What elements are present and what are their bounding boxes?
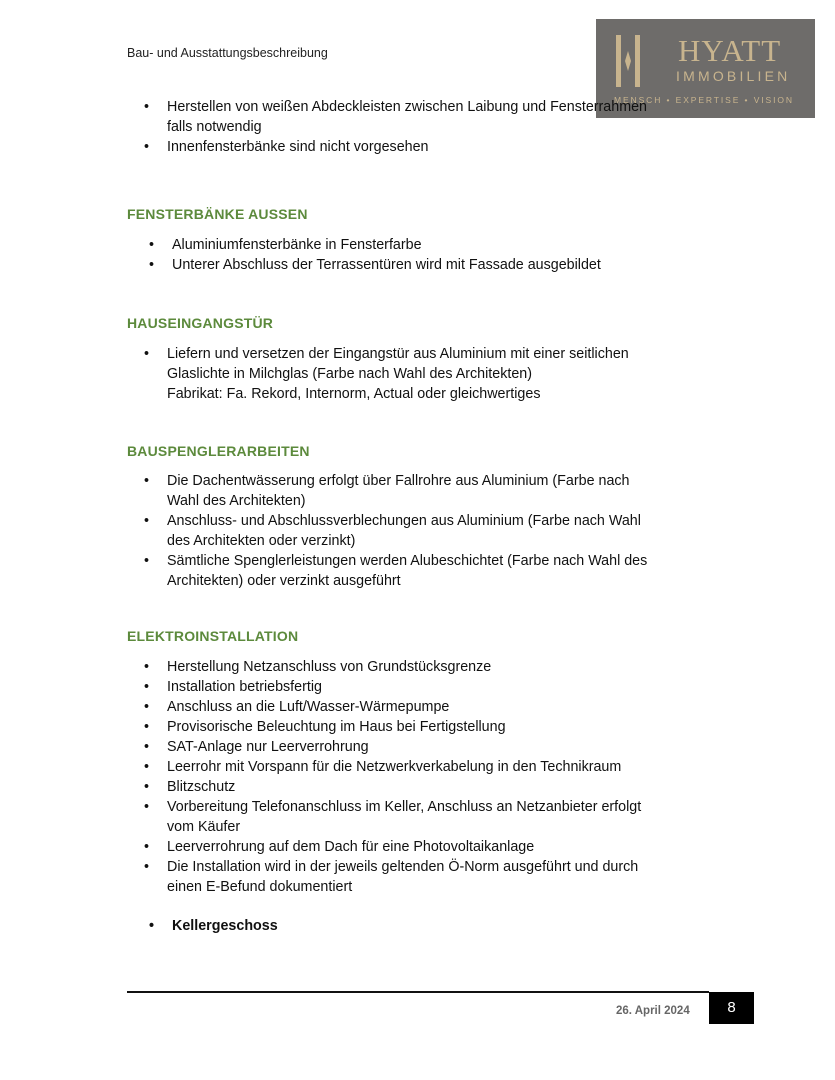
list-item: • Anschluss an die Luft/Wasser-Wärmepumpe [144, 699, 450, 715]
logo-tagline: MENSCH • EXPERTISE • VISION [614, 95, 794, 105]
bullet: • [144, 513, 150, 529]
list-item: • Herstellen von weißen Abdeckleisten zwischen Laibung und Fensterrahmen falls notwendig [144, 99, 648, 135]
bullet: • [144, 679, 150, 695]
bullet: • [144, 799, 150, 815]
bullet: • [144, 659, 150, 675]
bullet: • [144, 739, 150, 755]
list-item: • Sämtliche Spenglerleistungen werden Alubeschichtet (Farbe nach Wahl des Architekten) oder verzinkt ausgeführt [144, 553, 648, 589]
list-item: • Installation betriebsfertig [144, 679, 322, 695]
kellergeschoss-list [127, 916, 707, 936]
bullet: • [149, 237, 155, 253]
hauseingang-list [127, 344, 707, 404]
section-heading-fensterbaenke: FENSTERBÄNKE AUSSEN [127, 206, 308, 222]
list-item: • Aluminiumfensterbänke in Fensterfarbe [149, 237, 422, 253]
page-number: 8 [709, 992, 754, 1024]
bullet: • [144, 719, 150, 735]
list-item: • Herstellung Netzanschluss von Grundstücksgrenze [144, 659, 492, 675]
logo-brand: HYATT [678, 33, 782, 68]
spengler-list [127, 471, 707, 591]
bullet: • [144, 779, 150, 795]
fensterbaenke-list [127, 235, 707, 275]
list-item: • Leerverrohrung auf dem Dach für eine Photovoltaikanlage [144, 839, 535, 855]
bullet: • [149, 257, 155, 273]
bullet: • [144, 139, 150, 155]
footer-divider [127, 991, 709, 993]
logo-h-icon [614, 33, 642, 89]
list-item: • Die Installation wird in der jeweils geltenden Ö-Norm ausgeführt und durch einen E-Befund dokumentiert [144, 859, 639, 895]
list-item: • SAT-Anlage nur Leerverrohrung [144, 739, 369, 755]
list-item: • Provisorische Beleuchtung im Haus bei Fertigstellung [144, 719, 506, 735]
bullet: • [144, 859, 150, 875]
section-heading-hauseingang: HAUSEINGANGSTÜR [127, 315, 274, 331]
bullet: • [144, 99, 150, 115]
intro-list [127, 97, 707, 157]
footer-date: 26. April 2024 [616, 1005, 690, 1017]
bullet: • [144, 346, 150, 362]
list-item: • Blitzschutz [144, 779, 236, 795]
bullet: • [149, 918, 155, 934]
bullet: • [144, 473, 150, 489]
section-heading-spengler: BAUSPENGLERARBEITEN [127, 443, 310, 459]
section-heading-elektro: ELEKTROINSTALLATION [127, 628, 299, 644]
logo-subtitle: IMMOBILIEN [676, 68, 791, 84]
bullet: • [144, 839, 150, 855]
bullet: • [144, 553, 150, 569]
list-item: • Innenfensterbänke sind nicht vorgesehen [144, 139, 429, 155]
list-item: • Die Dachentwässerung erfolgt über Fallrohre aus Aluminium (Farbe nach Wahl des Architekten) [144, 473, 630, 509]
list-item: • Unterer Abschluss der Terrassentüren wird mit Fassade ausgebildet [149, 257, 601, 273]
elektro-list [127, 657, 707, 897]
bullet: • [144, 699, 150, 715]
document-title: Bau- und Ausstattungsbeschreibung [127, 46, 328, 60]
list-item-kellergeschoss: • Kellergeschoss [149, 918, 278, 934]
list-item: • Anschluss- und Abschlussverblechungen aus Aluminium (Farbe nach Wahl des Architekten oder verzinkt) [144, 513, 641, 549]
list-item: • Liefern und versetzen der Eingangstür aus Aluminium mit einer seitlichen Glaslichte in Milchglas (Farbe nach Wahl des Architekten) Fabrikat: Fa. Rekord, Internorm, Actual oder gleichwertiges [144, 346, 629, 402]
bullet: • [144, 759, 150, 775]
list-item: • Leerrohr mit Vorspann für die Netzwerkverkabelung in den Technikraum [144, 759, 622, 775]
list-item: • Vorbereitung Telefonanschluss im Keller, Anschluss an Netzanbieter erfolgt vom Käufer [144, 799, 642, 835]
